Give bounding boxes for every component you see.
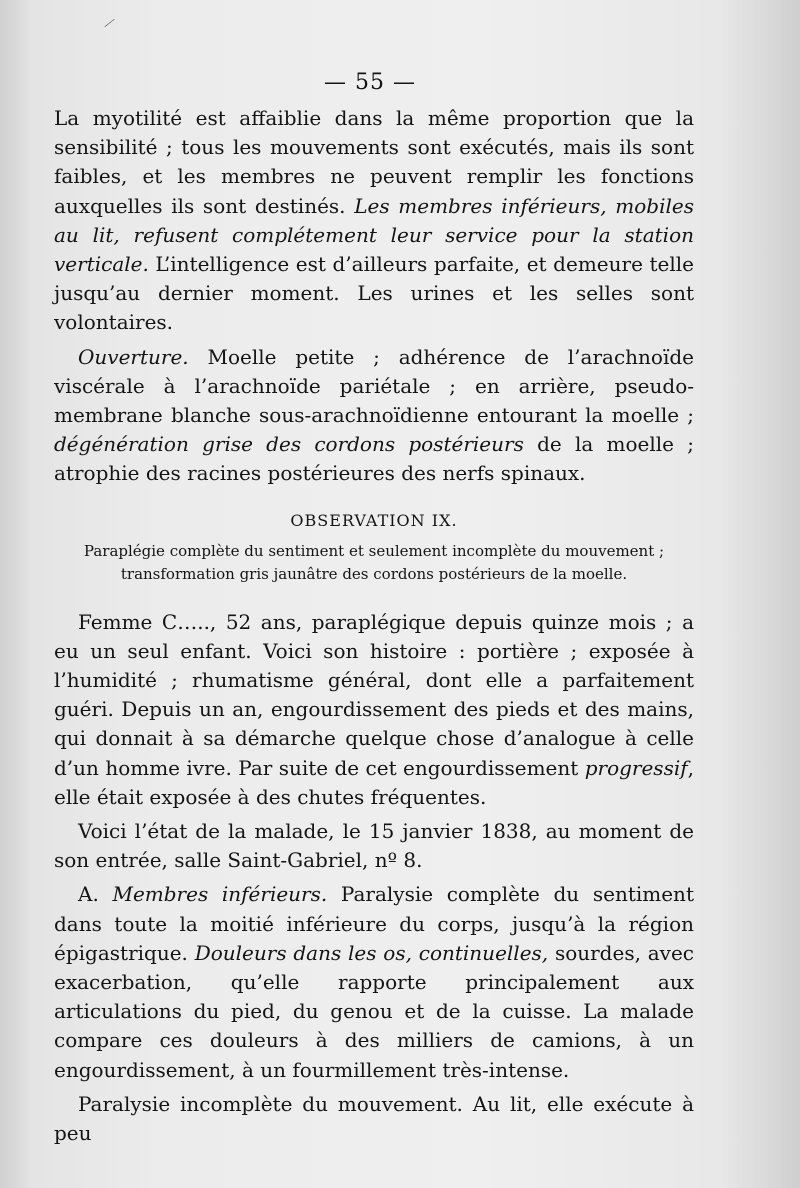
text-run: Femme C….., 52 ans, paraplégique depuis quinze mois ; a eu un seul enfant. Voici son histoire : portière ; exposée à l’humidité ; rhumatisme général, dont elle a parfaitement guéri. Depuis un an, engourdissement des pieds et des mains, qui donnait à sa démarche quelque chose d’analogue à celle d’un homme ivre. Par suite de cet engourdissement <box>54 609 694 780</box>
paragraph <box>54 880 694 1084</box>
paragraph <box>54 608 694 812</box>
page-number: — 55 — <box>324 70 416 95</box>
paragraph <box>54 104 694 338</box>
body-text <box>54 104 694 1153</box>
italic-text: dégénération grise des cordons postérieurs <box>54 432 524 457</box>
summary-line: transformation gris jaunâtre des cordons postérieurs de la moelle. <box>120 564 628 583</box>
observation-title: OBSERVATION IX. <box>290 510 458 530</box>
text-run: A. <box>78 882 113 907</box>
summary-line: Paraplégie complète du sentiment et seulement incomplète du mouvement ; <box>83 541 665 560</box>
text-run: Voici l’état de la malade, le 15 janvier 1838, au moment de son entrée, salle Saint-Gabriel, nº 8. <box>54 819 694 873</box>
text-run: de la moelle ; atrophie des racines postérieures des nerfs spinaux. <box>54 432 694 486</box>
italic-text: progressif <box>584 755 688 780</box>
text-run: Paralysie incomplète du mouvement. Au lit, elle exécute à peu <box>54 1091 694 1146</box>
italic-text: Membres inférieurs. <box>112 882 328 907</box>
text-run: sourdes, avec exacerbation, qu’elle rapporte principalement aux articulations du pied, du genou et de la cuisse. La malade compare ces douleurs à des milliers de camions, à un engourdissement, à un fourmillement très-intense. <box>54 940 694 1082</box>
text-run: La myotilité est affaiblie dans la même proportion que la sensibilité ; tous les mouvements sont exécutés, mais ils sont faibles, et les membres ne peuvent remplir les fonctions auxquelles ils sont destinés. <box>54 106 694 218</box>
observation-summary <box>54 540 694 586</box>
italic-text: Douleurs dans les os, continuelles, <box>194 940 549 965</box>
text-run: Paralysie complète du sentiment dans toute la moitié inférieure du corps, jusqu’à la région épigastrique. <box>54 882 694 965</box>
pencil-mark: ⁄ <box>105 16 114 32</box>
paragraph <box>54 1090 694 1148</box>
italic-text: Ouverture. <box>78 344 189 369</box>
paragraph <box>54 343 694 489</box>
text-run: , elle était exposée à des chutes fréquentes. <box>54 755 694 809</box>
paragraph <box>54 817 694 875</box>
text-run: L’intelligence est d’ailleurs parfaite, et demeure telle jusqu’au dernier moment. Les urines et les selles sont volontaires. <box>54 252 694 335</box>
italic-text: Les membres inférieurs, mobiles au lit, refusent complétement leur service pour la station verticale. <box>54 193 694 277</box>
text-run: Moelle petite ; adhérence de l’arachnoïde viscérale à l’arachnoïde pariétale ; en arrière, pseudo-membrane blanche sous-arachnoïdienne entourant la moelle ; <box>54 344 694 428</box>
